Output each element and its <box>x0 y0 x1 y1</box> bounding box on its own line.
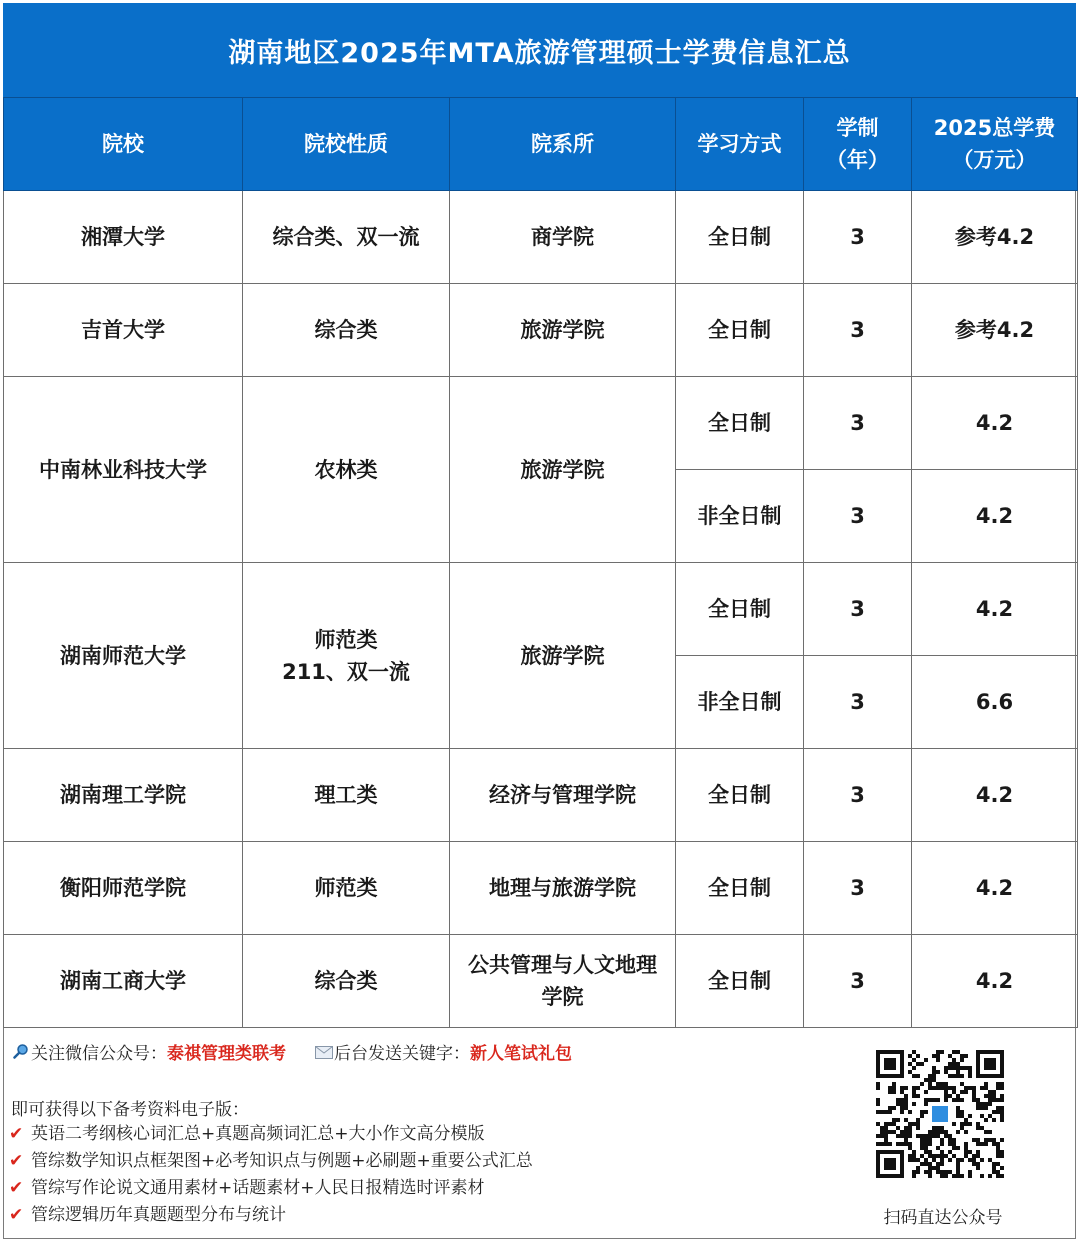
send-label: 后台发送关键字： <box>334 1044 470 1064</box>
cell-dept: 商学院 <box>450 191 676 284</box>
cell-years: 3 <box>804 935 912 1028</box>
cell-fee: 4.2 <box>912 377 1078 470</box>
table-row <box>4 935 1078 1028</box>
cell-years: 3 <box>804 191 912 284</box>
cell-nature: 综合类 <box>243 284 450 377</box>
cell-fee: 4.2 <box>912 842 1078 935</box>
qr-code[interactable] <box>876 1050 1004 1178</box>
account-name: 泰祺管理类联考 <box>167 1044 286 1064</box>
header-fee-line1: 2025总学费 <box>933 116 1056 140</box>
cell-years: 3 <box>804 377 912 470</box>
cell-mode: 非全日制 <box>676 656 804 749</box>
envelope-icon <box>314 1044 334 1064</box>
check-icon: ✔ <box>9 1178 24 1198</box>
check-icon: ✔ <box>9 1124 24 1144</box>
cell-mode: 全日制 <box>676 842 804 935</box>
header-fee <box>912 98 1078 191</box>
cell-nature: 师范类 <box>243 842 450 935</box>
benefits-intro: 即可获得以下备考资料电子版： <box>11 1100 249 1120</box>
benefits-list <box>9 1121 533 1229</box>
fee-table <box>3 97 1078 1028</box>
check-icon: ✔ <box>9 1151 24 1171</box>
header-years-line2: （年） <box>826 148 889 172</box>
scan-caption: 扫码直达公众号 <box>883 1208 1003 1228</box>
contact-line <box>11 1039 572 1064</box>
cell-school: 衡阳师范学院 <box>4 842 243 935</box>
cell-mode: 全日制 <box>676 377 804 470</box>
check-icon: ✔ <box>9 1205 24 1225</box>
list-item <box>9 1121 533 1148</box>
cell-dept: 旅游学院 <box>450 377 676 563</box>
header-fee-line2: （万元） <box>952 148 1037 172</box>
cell-dept: 经济与管理学院 <box>450 749 676 842</box>
table-row <box>4 377 1078 470</box>
cell-nature-line2: 211、双一流 <box>282 659 410 684</box>
cell-years: 3 <box>804 842 912 935</box>
cell-mode: 全日制 <box>676 284 804 377</box>
cell-school: 中南林业科技大学 <box>4 377 243 563</box>
cell-nature: 综合类、双一流 <box>243 191 450 284</box>
table-row <box>4 842 1078 935</box>
cell-dept: 旅游学院 <box>450 284 676 377</box>
cell-fee: 参考4.2 <box>912 191 1078 284</box>
keyword: 新人笔试礼包 <box>470 1044 572 1064</box>
cell-mode: 非全日制 <box>676 470 804 563</box>
benefit-text: 管综数学知识点框架图+必考知识点与例题+必刷题+重要公式汇总 <box>31 1151 533 1171</box>
cell-dept: 地理与旅游学院 <box>450 842 676 935</box>
benefit-text: 管综写作论说文通用素材+话题素材+人民日报精选时评素材 <box>31 1178 485 1198</box>
cell-school: 湘潭大学 <box>4 191 243 284</box>
cell-years: 3 <box>804 656 912 749</box>
cell-school: 湖南师范大学 <box>4 563 243 749</box>
list-item <box>9 1202 533 1229</box>
cell-dept-line2: 学院 <box>541 985 584 1009</box>
cell-years: 3 <box>804 749 912 842</box>
header-mode: 学习方式 <box>676 98 804 191</box>
table-row <box>4 749 1078 842</box>
cell-school: 吉首大学 <box>4 284 243 377</box>
page-title: 湖南地区2025年MTA旅游管理硕士学费信息汇总 <box>3 3 1076 97</box>
cell-nature-line1: 师范类 <box>314 627 378 652</box>
header-dept: 院系所 <box>450 98 676 191</box>
benefit-text: 管综逻辑历年真题题型分布与统计 <box>31 1205 286 1225</box>
cell-fee: 参考4.2 <box>912 284 1078 377</box>
cell-dept: 旅游学院 <box>450 563 676 749</box>
cell-years: 3 <box>804 470 912 563</box>
header-row <box>4 98 1078 191</box>
cell-fee: 6.6 <box>912 656 1078 749</box>
table-row <box>4 284 1078 377</box>
cell-nature <box>243 563 450 749</box>
cell-nature: 理工类 <box>243 749 450 842</box>
footer <box>3 1025 1076 1239</box>
cell-dept-line1: 公共管理与人文地理 <box>468 953 657 977</box>
header-school: 院校 <box>4 98 243 191</box>
cell-years: 3 <box>804 563 912 656</box>
header-years-line1: 学制 <box>836 116 879 140</box>
benefit-text: 英语二考纲核心词汇总+真题高频词汇总+大小作文高分模版 <box>31 1124 485 1144</box>
cell-school: 湖南理工学院 <box>4 749 243 842</box>
follow-label: 关注微信公众号： <box>31 1044 167 1064</box>
cell-school: 湖南工商大学 <box>4 935 243 1028</box>
cell-nature: 综合类 <box>243 935 450 1028</box>
header-nature: 院校性质 <box>243 98 450 191</box>
cell-dept <box>450 935 676 1028</box>
list-item <box>9 1148 533 1175</box>
cell-fee: 4.2 <box>912 563 1078 656</box>
list-item <box>9 1175 533 1202</box>
cell-nature: 农林类 <box>243 377 450 563</box>
search-icon <box>11 1043 31 1064</box>
cell-fee: 4.2 <box>912 470 1078 563</box>
cell-mode: 全日制 <box>676 749 804 842</box>
cell-fee: 4.2 <box>912 749 1078 842</box>
cell-mode: 全日制 <box>676 191 804 284</box>
table-row <box>4 563 1078 656</box>
cell-mode: 全日制 <box>676 563 804 656</box>
header-years <box>804 98 912 191</box>
cell-mode: 全日制 <box>676 935 804 1028</box>
cell-years: 3 <box>804 284 912 377</box>
cell-fee: 4.2 <box>912 935 1078 1028</box>
table-row <box>4 191 1078 284</box>
